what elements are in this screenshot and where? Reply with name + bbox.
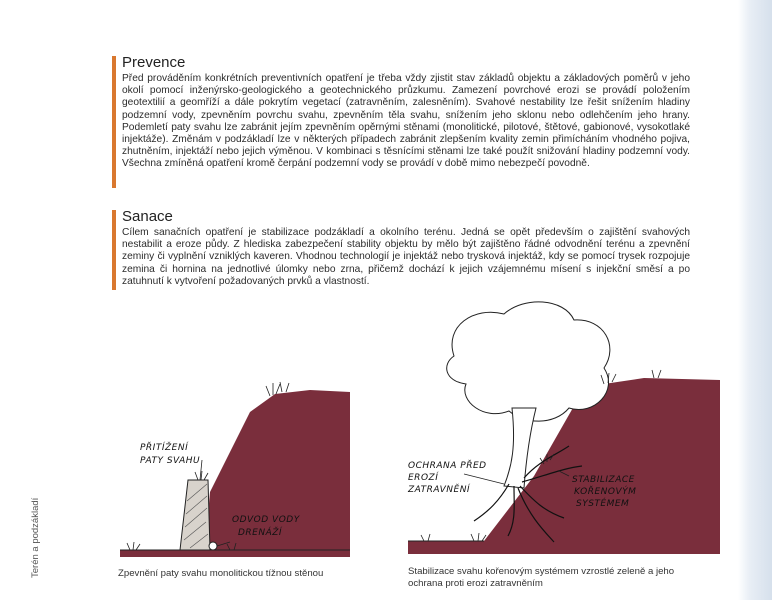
section-text: Před prováděním konkrétních preventivních opatření je třeba vždy zjistit stav základů objektu a základových poměrů v jeho okolí pomocí inženýrsko-geologického a geotechnického průzkumu. Zamezení povrchové erozi se provádí položením geotextilií a geomříží a dále pokrytím vegetací (zatravněním, zalesněním). Svahové nestability lze řešit snížením hladiny podzemní vody, zpevněním povrchu svahu, zpevněním těla svahu, snížením jeho sklonu nebo odlehčením jeho hrany. Podemletí paty svahu lze zabránit jejím zpevněním opěrnými stěnami (monolitické, pilotové, štětové, gabionové, vysokotlaké injektáže). Změnám v podzákladí lze v některých případech zabránit zlepšením kvality zemin přimícháním vhodného pojiva, zhutněním, injektáží nebo jejich výměnou. V kombinaci s těsnícími stěnami lze také použít snižování hladiny podzemní vody. Všechna zmíněná opatření kromě čerpání podzemní vody se provádí v době mimo nebezpečí povodně. <box>122 73 690 170</box>
page-edge-shadow <box>738 0 772 600</box>
label-top-2: PATY SVAHU <box>140 456 201 466</box>
caption-right <box>408 566 674 590</box>
caption-right-line-2: ochrana proti erozi zatravněním <box>408 578 543 589</box>
side-chapter-label: Terén a podzákladí <box>30 497 41 578</box>
section-title: Prevence <box>122 54 186 71</box>
tree-trunk <box>504 408 536 488</box>
label-bottom-1: ODVOD VODY <box>232 515 300 525</box>
soil-slope <box>120 390 350 557</box>
tree-canopy <box>447 302 610 421</box>
caption-left: Zpevnění paty svahu monolitickou tížnou stěnou <box>118 568 324 579</box>
figure-retaining-wall <box>110 372 360 562</box>
label-right-2: KOŘENOVÝM <box>574 487 637 497</box>
label-top-1: PŘITÍŽENÍ <box>140 443 189 453</box>
section-sanace <box>112 208 690 288</box>
leader-line <box>464 474 504 484</box>
accent-bar <box>112 210 116 290</box>
section-title: Sanace <box>122 208 173 225</box>
label-bottom-2: DRENÁŽÍ <box>238 528 283 538</box>
accent-bar <box>112 56 116 188</box>
label-left-1: OCHRANA PŘED <box>408 461 487 471</box>
drain-pipe <box>209 542 217 550</box>
label-left-3: ZATRAVNĚNÍ <box>408 485 471 495</box>
caption-right-line-1: Stabilizace svahu kořenovým systémem vzrostlé zeleně a jeho <box>408 566 675 577</box>
figure-root-stabilization <box>404 296 724 558</box>
section-prevence <box>112 54 690 171</box>
section-text: Cílem sanačních opatření je stabilizace podzákladí a okolního terénu. Jedná se opět především o zajištění svahových nestabilit a eroze půdy. Z hlediska zabezpečení stability objektu by mělo být zajištěno řádné odvodnění terénu a zpevnění zeminy či vyplnění vzniklých kaveren. Vhodnou technologií je injektáž nebo trysková injektáž, kdy se pomocí trysek rozpojuje zemina či hornina na jednotlivé úlomky nebo zrna, přičemž dochází k jejich vzájemnému mísení s injekční směsí a po zatuhnutí k vytvoření požadovaných prvků a vlastností. <box>122 227 690 287</box>
label-right-1: STABILIZACE <box>572 475 635 485</box>
label-left-2: EROZÍ <box>408 473 439 483</box>
label-right-3: SYSTÉMEM <box>576 499 630 509</box>
